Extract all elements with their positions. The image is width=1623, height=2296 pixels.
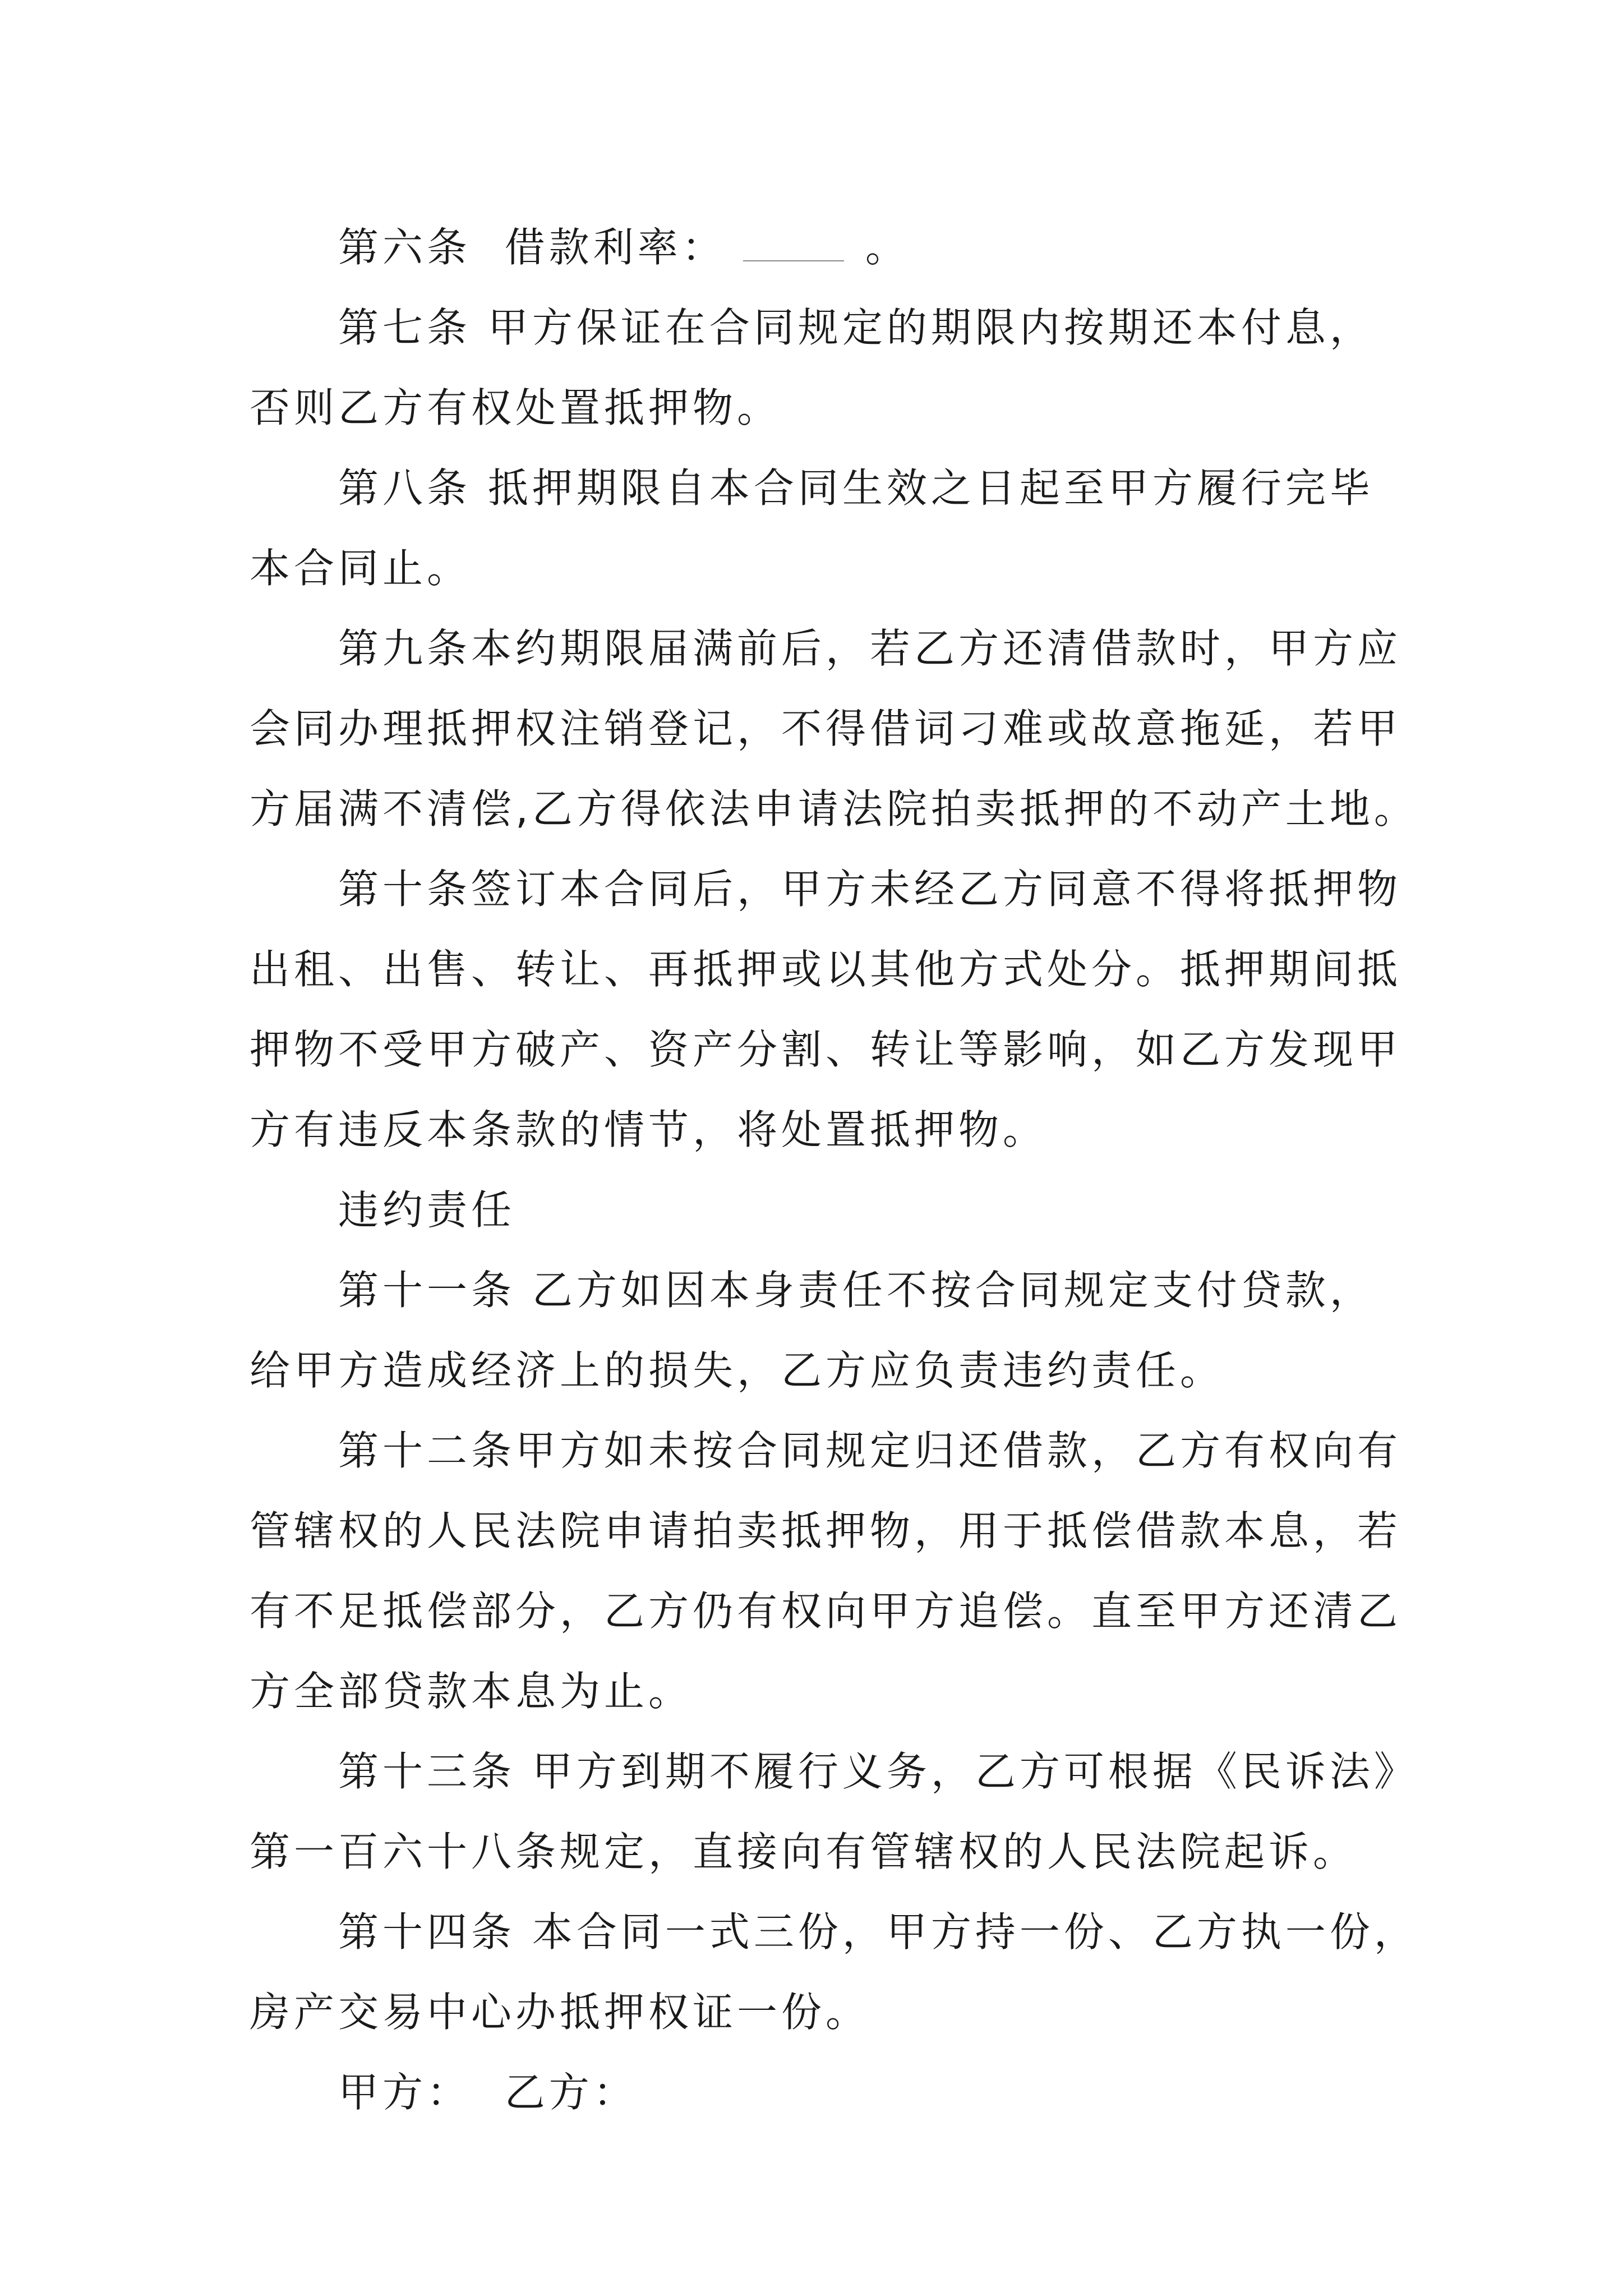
article-13-line-1: 第十三条 甲方到期不履行义务，乙方可根据《民诉法》 bbox=[338, 1748, 1418, 1795]
interest-rate-blank bbox=[743, 228, 844, 261]
article-8-line-1: 第八条 抵押期限自本合同生效之日起至甲方履行完毕 bbox=[338, 464, 1374, 512]
signature-line bbox=[250, 2053, 1416, 2133]
article-12-line-4: 方全部贷款本息为止。 bbox=[250, 1668, 693, 1715]
article-6-text: 借款利率： bbox=[504, 224, 726, 271]
article-11-line-2: 给甲方造成经济上的损失，乙方应负责违约责任。 bbox=[250, 1347, 1225, 1394]
party-a-label: 甲方： bbox=[338, 2069, 472, 2116]
article-9-line-1: 第九条本约期限届满前后，若乙方还清借款时，甲方应 bbox=[338, 625, 1402, 672]
article-12-line-2: 管辖权的人民法院申请拍卖抵押物，用于抵偿借款本息，若 bbox=[250, 1507, 1402, 1554]
article-9-line-3: 方届满不清偿,乙方得依法申请法院拍卖抵押的不动产土地。 bbox=[250, 785, 1418, 832]
article-8-line-2: 本合同止。 bbox=[250, 545, 472, 592]
article-13-line-2: 第一百六十八条规定，直接向有管辖权的人民法院起诉。 bbox=[250, 1828, 1358, 1875]
article-11-line-1: 第十一条 乙方如因本身责任不按合同规定支付贷款， bbox=[338, 1267, 1374, 1314]
article-12-line-1: 第十二条甲方如未按合同规定归还借款，乙方有权向有 bbox=[338, 1427, 1402, 1474]
article-10-line-2: 出租、出售、转让、再抵押或以其他方式处分。抵押期间抵 bbox=[250, 946, 1402, 993]
document-body bbox=[250, 208, 1416, 2133]
section-heading-liability: 违约责任 bbox=[338, 1186, 516, 1234]
article-9-line-2: 会同办理抵押权注销登记，不得借词刁难或故意拖延，若甲 bbox=[250, 705, 1402, 752]
article-10-line-1: 第十条签订本合同后，甲方未经乙方同意不得将抵押物 bbox=[338, 866, 1402, 913]
article-6 bbox=[250, 208, 1416, 288]
article-6-label: 第六条 bbox=[338, 224, 472, 271]
article-10-line-4: 方有违反本条款的情节，将处置抵押物。 bbox=[250, 1106, 1048, 1153]
party-b-label: 乙方： bbox=[504, 2069, 638, 2116]
article-7-line-1: 第七条 甲方保证在合同规定的期限内按期还本付息， bbox=[338, 304, 1374, 351]
article-6-end: 。 bbox=[865, 224, 910, 271]
article-10-line-3: 押物不受甲方破产、资产分割、转让等影响，如乙方发现甲 bbox=[250, 1026, 1402, 1073]
article-12-line-3: 有不足抵偿部分，乙方仍有权向甲方追偿。直至甲方还清乙 bbox=[250, 1588, 1402, 1635]
article-14-line-2: 房产交易中心办抵押权证一份。 bbox=[250, 1989, 870, 2036]
article-7-line-2: 否则乙方有权处置抵押物。 bbox=[250, 384, 782, 431]
article-14-line-1: 第十四条 本合同一式三份，甲方持一份、乙方执一份， bbox=[338, 1908, 1418, 1955]
